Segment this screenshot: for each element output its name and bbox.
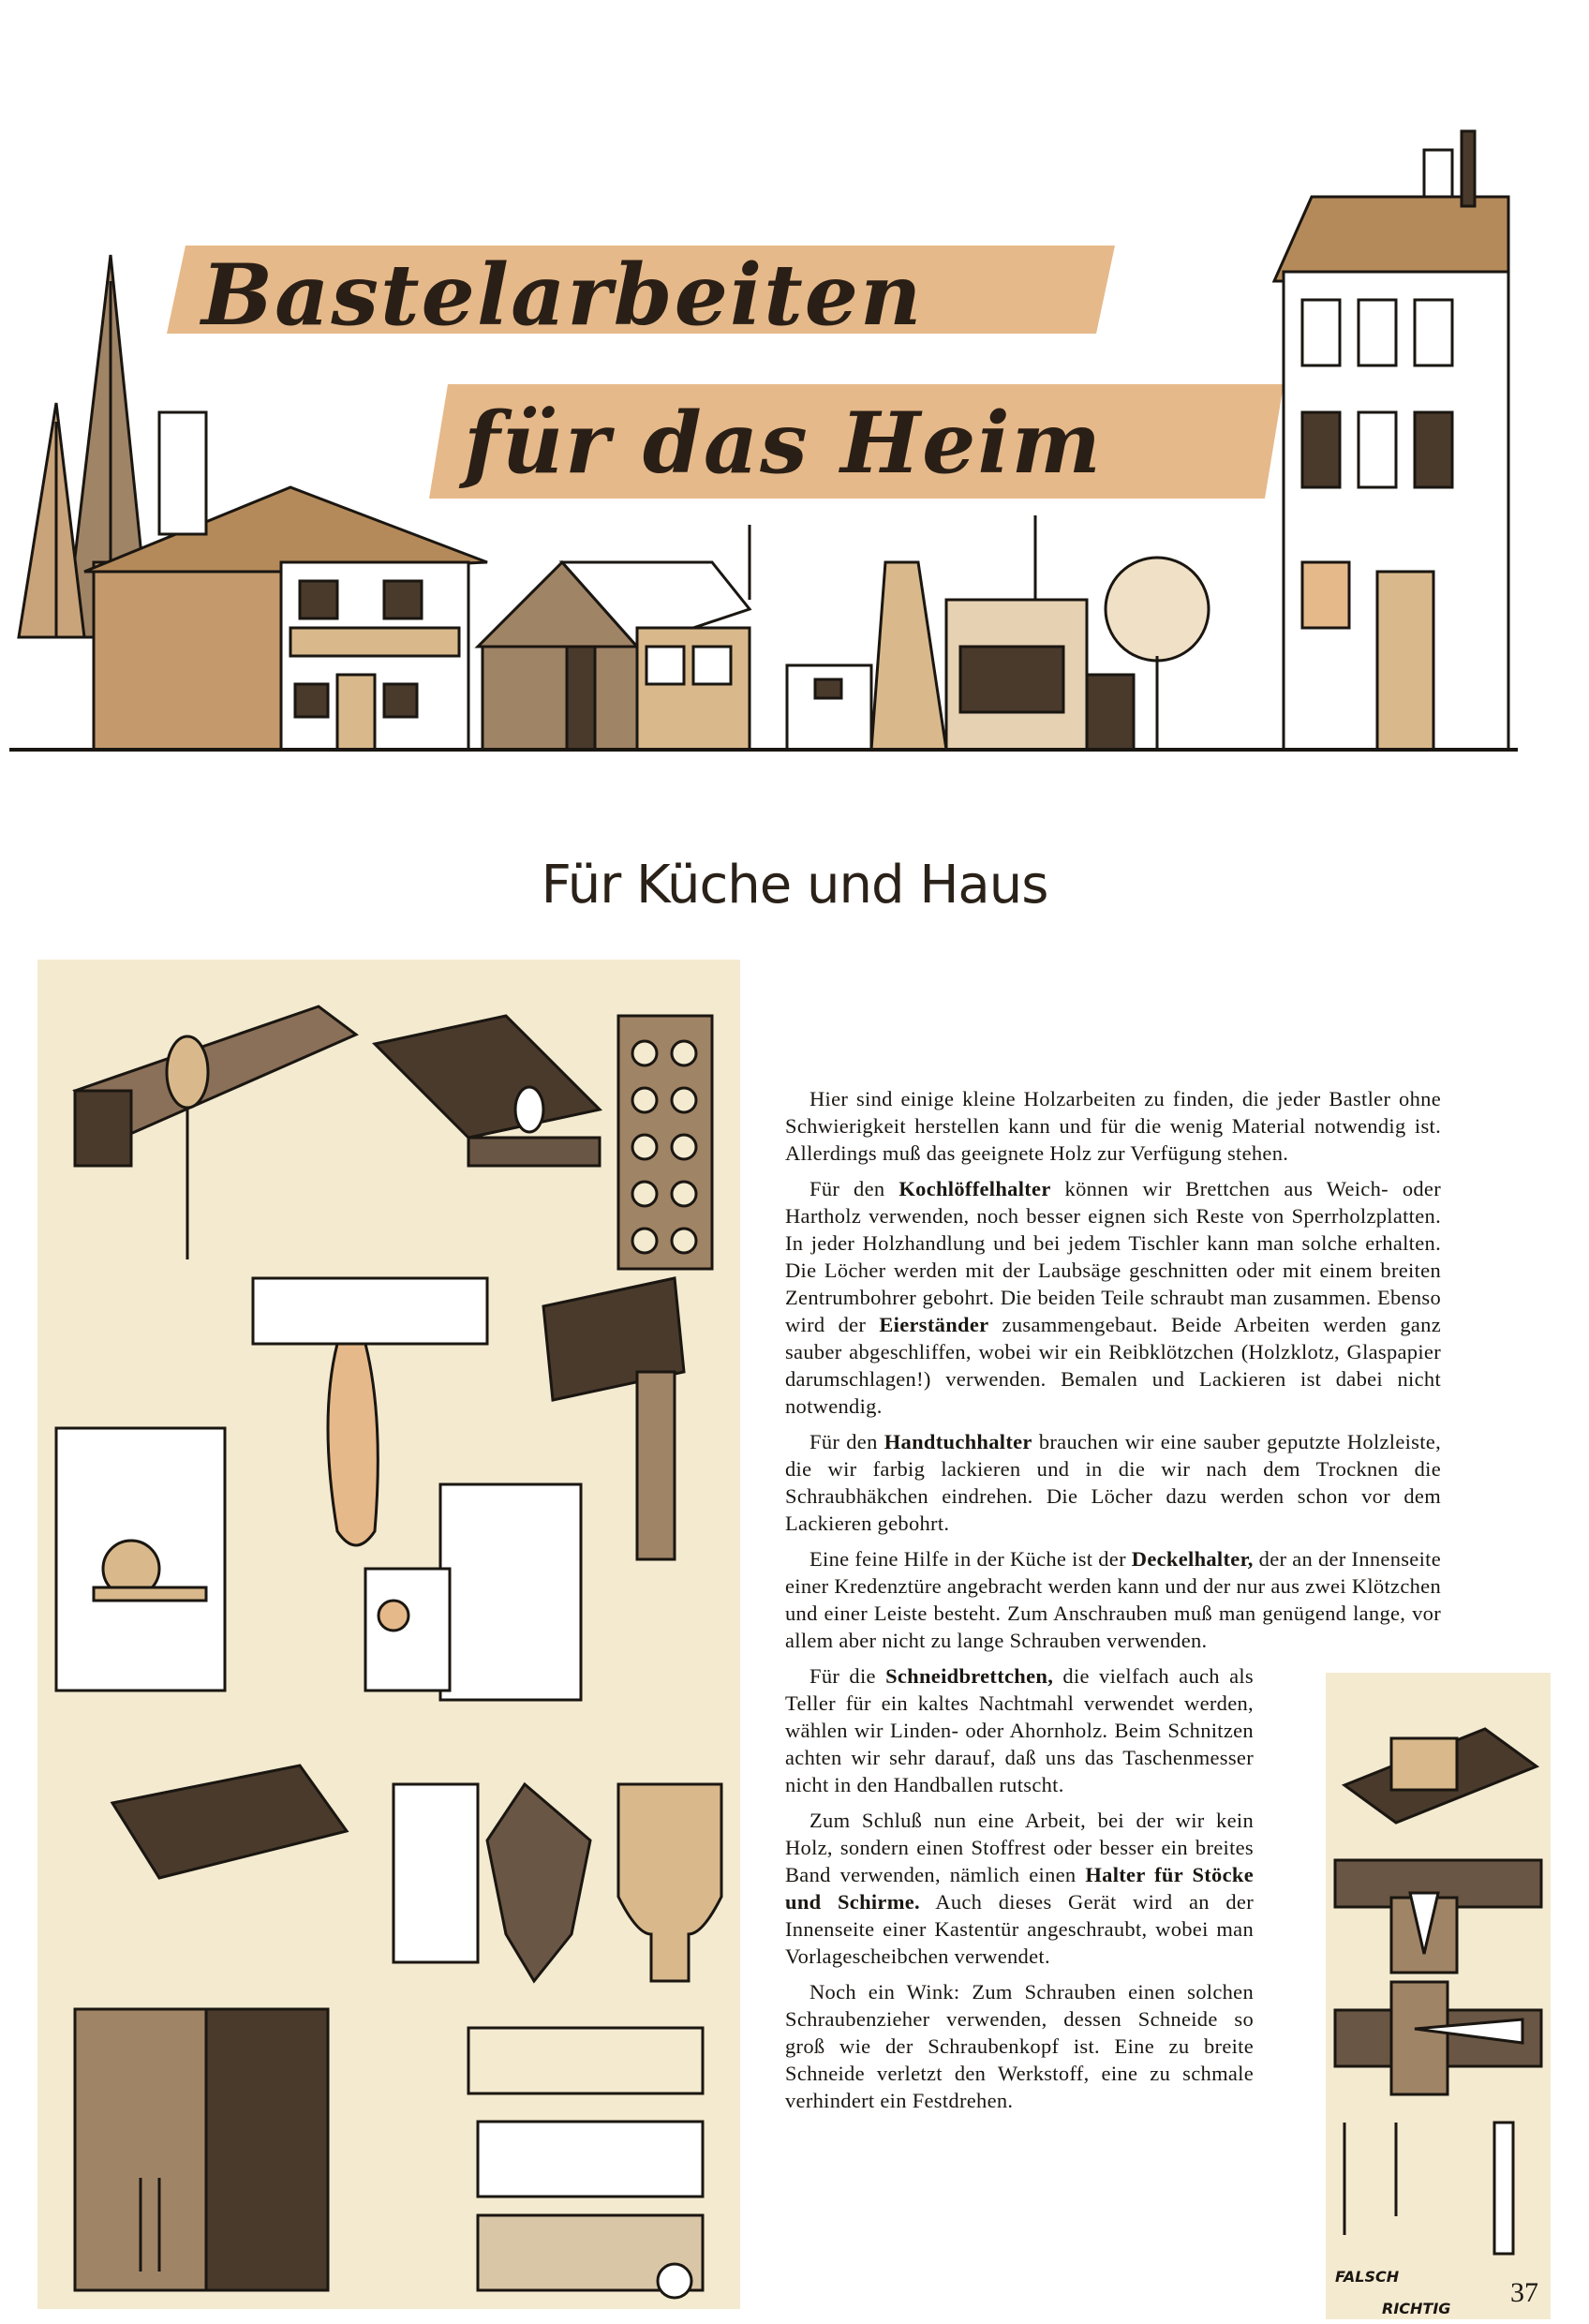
paragraph-text: brauchen wir eine sauber geputzte Holzleiste, die wir farbig lackieren und in die wir nach dem Trocknen die Schraubhäkchen eindrehen. Die Löcher dazu werden schon vor dem Lackieren gebohrt. xyxy=(785,1430,1441,1535)
highlight-term: Halter für Stöcke und Schirme. xyxy=(785,1863,1254,1914)
label-right: RICHTIG xyxy=(1382,2300,1451,2317)
highlight-term: Handtuchhalter xyxy=(884,1430,1032,1453)
paragraph-text: Für die xyxy=(809,1664,886,1688)
paragraph-text: Auch dieses Gerät wird an der Innenseite einer Kastentür angeschraubt, wobei man Vorlagescheibchen verwendet. xyxy=(785,1890,1255,1968)
paragraph-text: der an der Innenseite einer Kredenztüre angebracht werden kann und der nur aus zwei Klötzchen und einer Leiste besteht. Zum Anschrauben muß man genügend lange, vor allem aber nicht zu lange Schrauben verwenden. xyxy=(785,1547,1441,1652)
subtitle: Für Küche und Haus xyxy=(541,855,1048,916)
title-line-1: Bastelarbeiten xyxy=(201,246,924,345)
article-paragraph-5 xyxy=(785,1662,1254,1798)
stick-holder-straps xyxy=(468,2028,703,2298)
article-paragraph-3 xyxy=(785,1428,1441,1537)
wardrobe xyxy=(75,2009,328,2290)
highlight-term: Schneidbrettchen, xyxy=(885,1664,1054,1688)
paragraph-text: die vielfach auch als Teller für ein kaltes Nachtmahl verwendet werden, wählen wir Linden- oder Ahornholz. Beim Schnitzen achten wir sehr darauf, daß uns das Taschenmesser nicht in den Handballen rutscht. xyxy=(785,1664,1254,1796)
town-house xyxy=(1274,131,1508,750)
article-paragraph-1 xyxy=(785,1085,1441,1167)
highlight-term: Deckelhalter, xyxy=(1131,1547,1254,1571)
paragraph-text: Hier sind einige kleine Holzarbeiten zu finden, die jeder Bastler ohne Schwierigkeit herstellen kann und für die wenig Material notwendig ist. Allerdings muß das geeignete Holz zur Verfügung stehen. xyxy=(785,1087,1441,1165)
label-wrong: FALSCH xyxy=(1335,2268,1400,2286)
paragraph-text: Für den xyxy=(809,1177,899,1200)
page-number: 37 xyxy=(1510,2277,1538,2308)
paragraph-text: Noch ein Wink: Zum Schrauben einen solchen Schraubenzieher verwenden, dessen Schneide so groß wie der Schraubenkopf ist. Eine zu breite Schneide verletzt den Werkstoff, eine zu schmale verhindert ein Festdrehen. xyxy=(785,1980,1254,2112)
article-paragraph-6 xyxy=(785,1807,1254,1970)
chalet-house xyxy=(84,412,487,750)
paragraph-text: Zum Schluß nun eine Arbeit, bei der wir kein Holz, sondern einen Stoffrest oder besser ein breites Band verwenden, nämlich einen xyxy=(785,1809,1254,1886)
paragraph-text: können wir Brettchen aus Weich- oder Hartholz verwenden, noch besser eignen sich Reste von Sperrholzplatten. In jeder Holzhandlung und bei jedem Tischler kann man solche erhalten. Die Löcher werden mit der Laubsäge geschnitten oder mit einem breiten Zentrumbohrer gebohrt. Die beiden Teile schraubt man zusammen. Ebenso wird der xyxy=(785,1177,1441,1336)
paragraph-text: zusammengebaut. Beide Arbeiten werden ganz sauber abgeschliffen, wobei wir ein Reibklötzchen (Holzklotz, Glaspapier darumschlagen!) verwenden. Bemalen und Lackieren ist dabei nicht notwendig. xyxy=(785,1313,1441,1418)
title-line-2: für das Heim xyxy=(464,394,1103,493)
article-paragraph-4 xyxy=(785,1545,1441,1654)
highlight-term: Eierständer xyxy=(879,1313,989,1336)
paragraph-text: Für den xyxy=(809,1430,884,1453)
article-paragraph-2 xyxy=(785,1175,1441,1420)
wooden-hut xyxy=(478,525,750,750)
egg-board xyxy=(618,1016,712,1269)
article-paragraph-7 xyxy=(785,1978,1254,2114)
craft-illustration xyxy=(37,960,740,2309)
highlight-term: Kochlöffelhalter xyxy=(898,1177,1051,1200)
screwdriver-diagram xyxy=(1326,1673,1551,2319)
shop-buildings xyxy=(787,515,1209,750)
paragraph-text: Eine feine Hilfe in der Küche ist der xyxy=(809,1547,1132,1571)
